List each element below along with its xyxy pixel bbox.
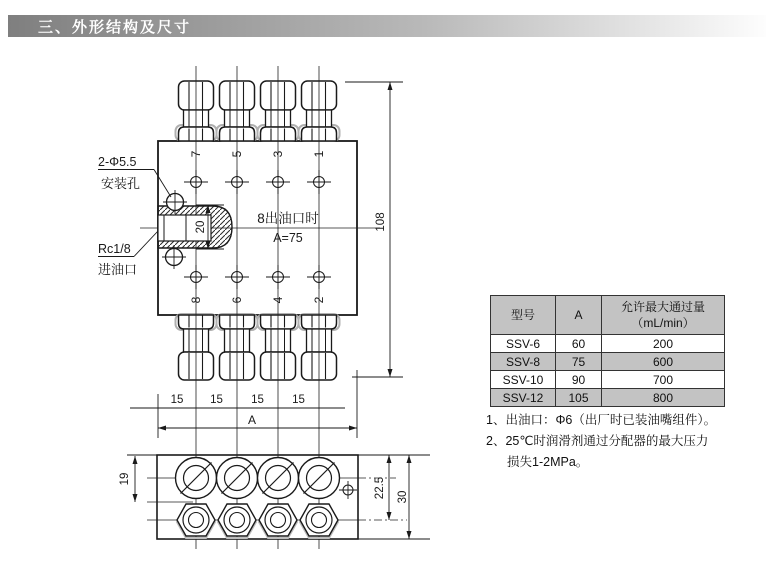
page-title: 三、外形结构及尺寸 <box>38 18 192 36</box>
table-row <box>491 371 725 389</box>
mounting-hole-text-label: 安装孔 <box>101 176 141 191</box>
cell-a: 60 <box>556 335 602 353</box>
outlet-number: 3 <box>271 150 285 158</box>
col-header-flow <box>602 296 725 335</box>
outlet-case-value: A=75 <box>273 231 303 245</box>
cell-model: SSV-10 <box>491 371 556 389</box>
outlet-number: 1 <box>312 150 326 158</box>
cell-flow: 800 <box>602 389 725 407</box>
notes <box>486 410 762 473</box>
outlet-number: 6 <box>230 296 244 304</box>
cell-flow: 200 <box>602 335 725 353</box>
dim-depth-rows-22-5 <box>358 455 430 539</box>
cell-model: SSV-6 <box>491 335 556 353</box>
top-fittings <box>176 81 340 141</box>
inlet-callout <box>98 231 158 277</box>
outlet-number: 5 <box>230 150 244 158</box>
cell-a: 75 <box>556 353 602 371</box>
dim-bore-label: 20 <box>195 220 207 234</box>
dim-width-A <box>158 426 357 431</box>
dim-depth-rows-label: 22.5 <box>374 476 386 500</box>
dim-pitch-label: 15 <box>251 394 264 406</box>
outlet-case-note: 8出油口时 <box>257 211 319 226</box>
bottom-fittings <box>176 314 340 380</box>
note-line-2: 2、25℃时润滑剂通过分配器的最大压力 <box>486 434 709 448</box>
cell-flow: 600 <box>602 353 725 371</box>
inlet-thread-label: Rc1/8 <box>98 242 131 256</box>
note-line-3: 损失1-2MPa。 <box>507 455 589 469</box>
dim-row-offset-label: 19 <box>119 472 131 486</box>
col-header-a: A <box>556 296 602 335</box>
cell-a: 90 <box>556 371 602 389</box>
dim-height-label: 108 <box>375 212 387 232</box>
col-header-flow-line2: （mL/min） <box>631 316 695 330</box>
dim-pitch-label: 15 <box>210 394 223 406</box>
inlet-text-label: 进油口 <box>98 262 138 277</box>
dim-pitch-labels <box>171 394 305 406</box>
cell-model: SSV-12 <box>491 389 556 407</box>
outlet-number: 4 <box>271 296 285 304</box>
col-header-model: 型号 <box>491 296 556 335</box>
cell-model: SSV-8 <box>491 353 556 371</box>
outlet-number: 2 <box>312 296 326 304</box>
dim-pitch-label: 15 <box>292 394 305 406</box>
table-row <box>491 389 725 407</box>
spec-table <box>490 295 725 407</box>
dim-row-offset-19 <box>127 455 157 502</box>
outlet-number: 7 <box>189 150 203 158</box>
dim-pitch-label: 15 <box>170 394 184 406</box>
note-line-1: 1、出油口：Φ6（出厂时已装油嘴组件）。 <box>486 413 717 427</box>
dim-width-label: A <box>247 413 257 427</box>
outlet-number: 8 <box>189 296 203 304</box>
cell-flow: 700 <box>602 371 725 389</box>
dim-depth-total-label: 30 <box>397 490 409 504</box>
cell-a: 105 <box>556 389 602 407</box>
spec-table-header-row <box>491 296 725 335</box>
table-row <box>491 353 725 371</box>
col-header-flow-line1: 允许最大通过量 <box>620 299 705 314</box>
table-row <box>491 335 725 353</box>
mounting-hole-dim-label: 2-Φ5.5 <box>98 155 137 169</box>
